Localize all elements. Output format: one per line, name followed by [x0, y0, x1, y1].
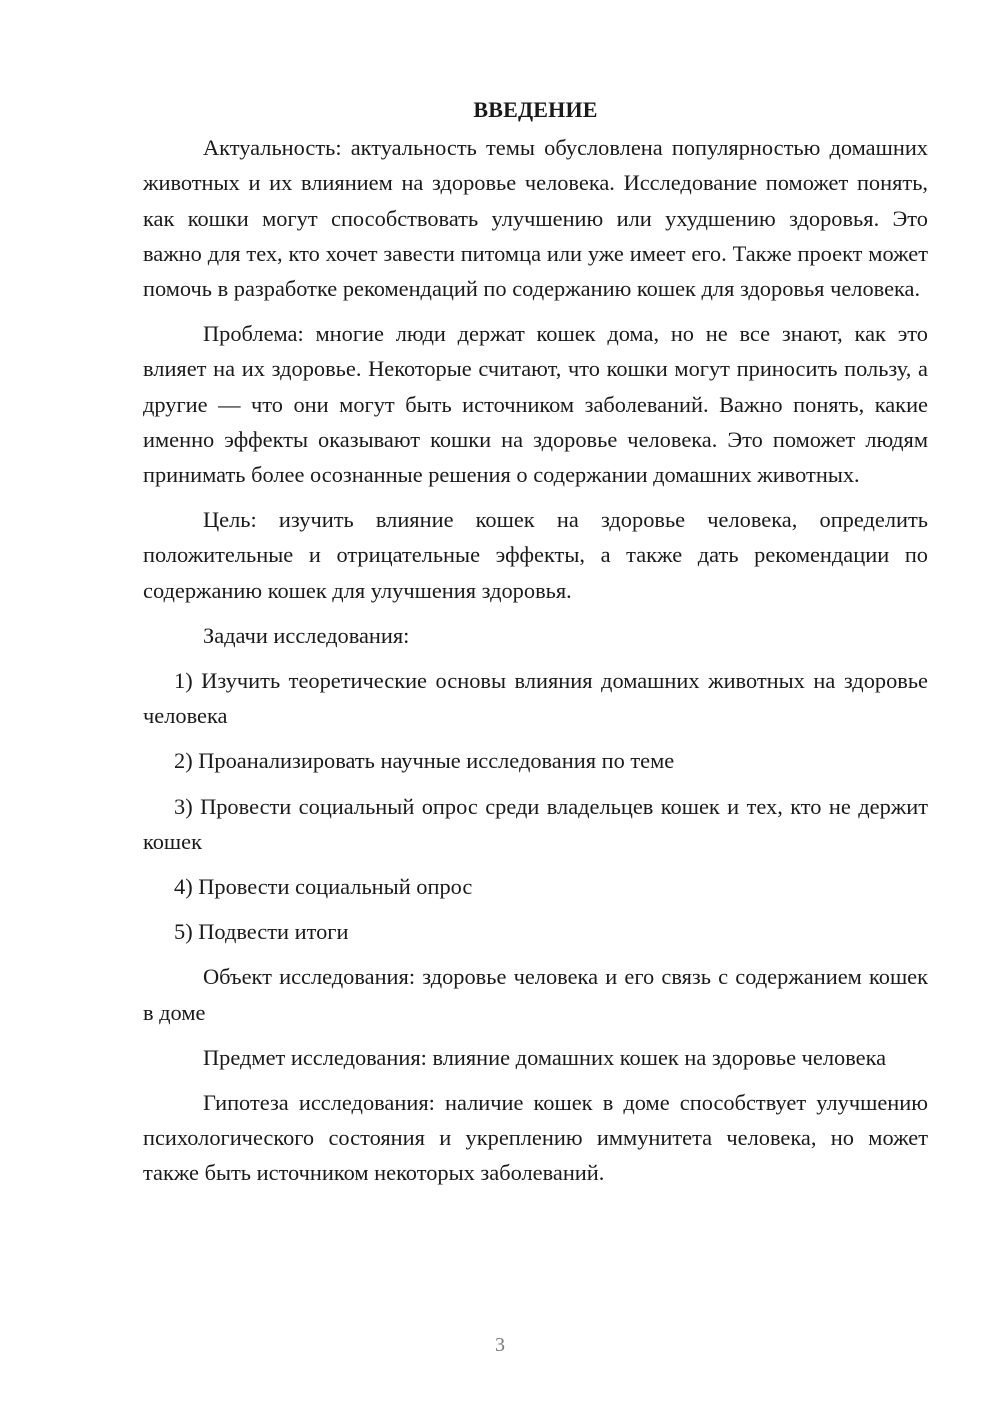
- task-item-5: 5) Подвести итоги: [174, 919, 349, 945]
- task-item-4: 4) Провести социальный опрос: [174, 874, 473, 900]
- task-item-1: 1) Изучить теоретические основы влияния домашних животных на здоровье человека: [143, 668, 928, 729]
- hypothesis-paragraph: Гипотеза исследования: наличие кошек в доме способствует улучшению психологического состояния и укреплению иммунитета человека, но может также быть источником некоторых заболеваний.: [143, 1090, 928, 1186]
- page-content: [143, 92, 928, 1191]
- task-item-2: 2) Проанализировать научные исследования по теме: [174, 748, 675, 774]
- problem-paragraph: Проблема: многие люди держат кошек дома, но не все знают, как это влияет на их здоровье. Некоторые считают, что кошки могут приносить пользу, а другие — что они могут быть источником заболеваний. Важно понять, какие именно эффекты оказывают кошки на здоровье человека. Это поможет людям принимать более осознанные решения о содержании домашних животных.: [143, 321, 928, 488]
- subject-paragraph: Предмет исследования: влияние домашних кошек на здоровье человека: [203, 1044, 887, 1070]
- relevance-paragraph: Актуальность: актуальность темы обусловлена популярностью домашних животных и их влиянием на здоровье человека. Исследование поможет понять, как кошки могут способствовать улучшению или ухудшению здоровья. Это важно для тех, кто хочет завести питомца или уже имеет его. Также проект может помочь в разработке рекомендаций по содержанию кошек для здоровья человека.: [143, 135, 928, 302]
- tasks-heading: Задачи исследования:: [203, 622, 410, 648]
- task-item-3: 3) Провести социальный опрос среди владельцев кошек и тех, кто не держит кошек: [143, 793, 928, 854]
- object-paragraph: Объект исследования: здоровье человека и его связь с содержанием кошек в доме: [143, 964, 928, 1025]
- page-title: ВВЕДЕНИЕ: [473, 97, 598, 122]
- goal-paragraph: Цель: изучить влияние кошек на здоровье человека, определить положительные и отрицательные эффекты, а также дать рекомендации по содержанию кошек для улучшения здоровья.: [143, 507, 928, 603]
- page-number: 3: [495, 1334, 505, 1356]
